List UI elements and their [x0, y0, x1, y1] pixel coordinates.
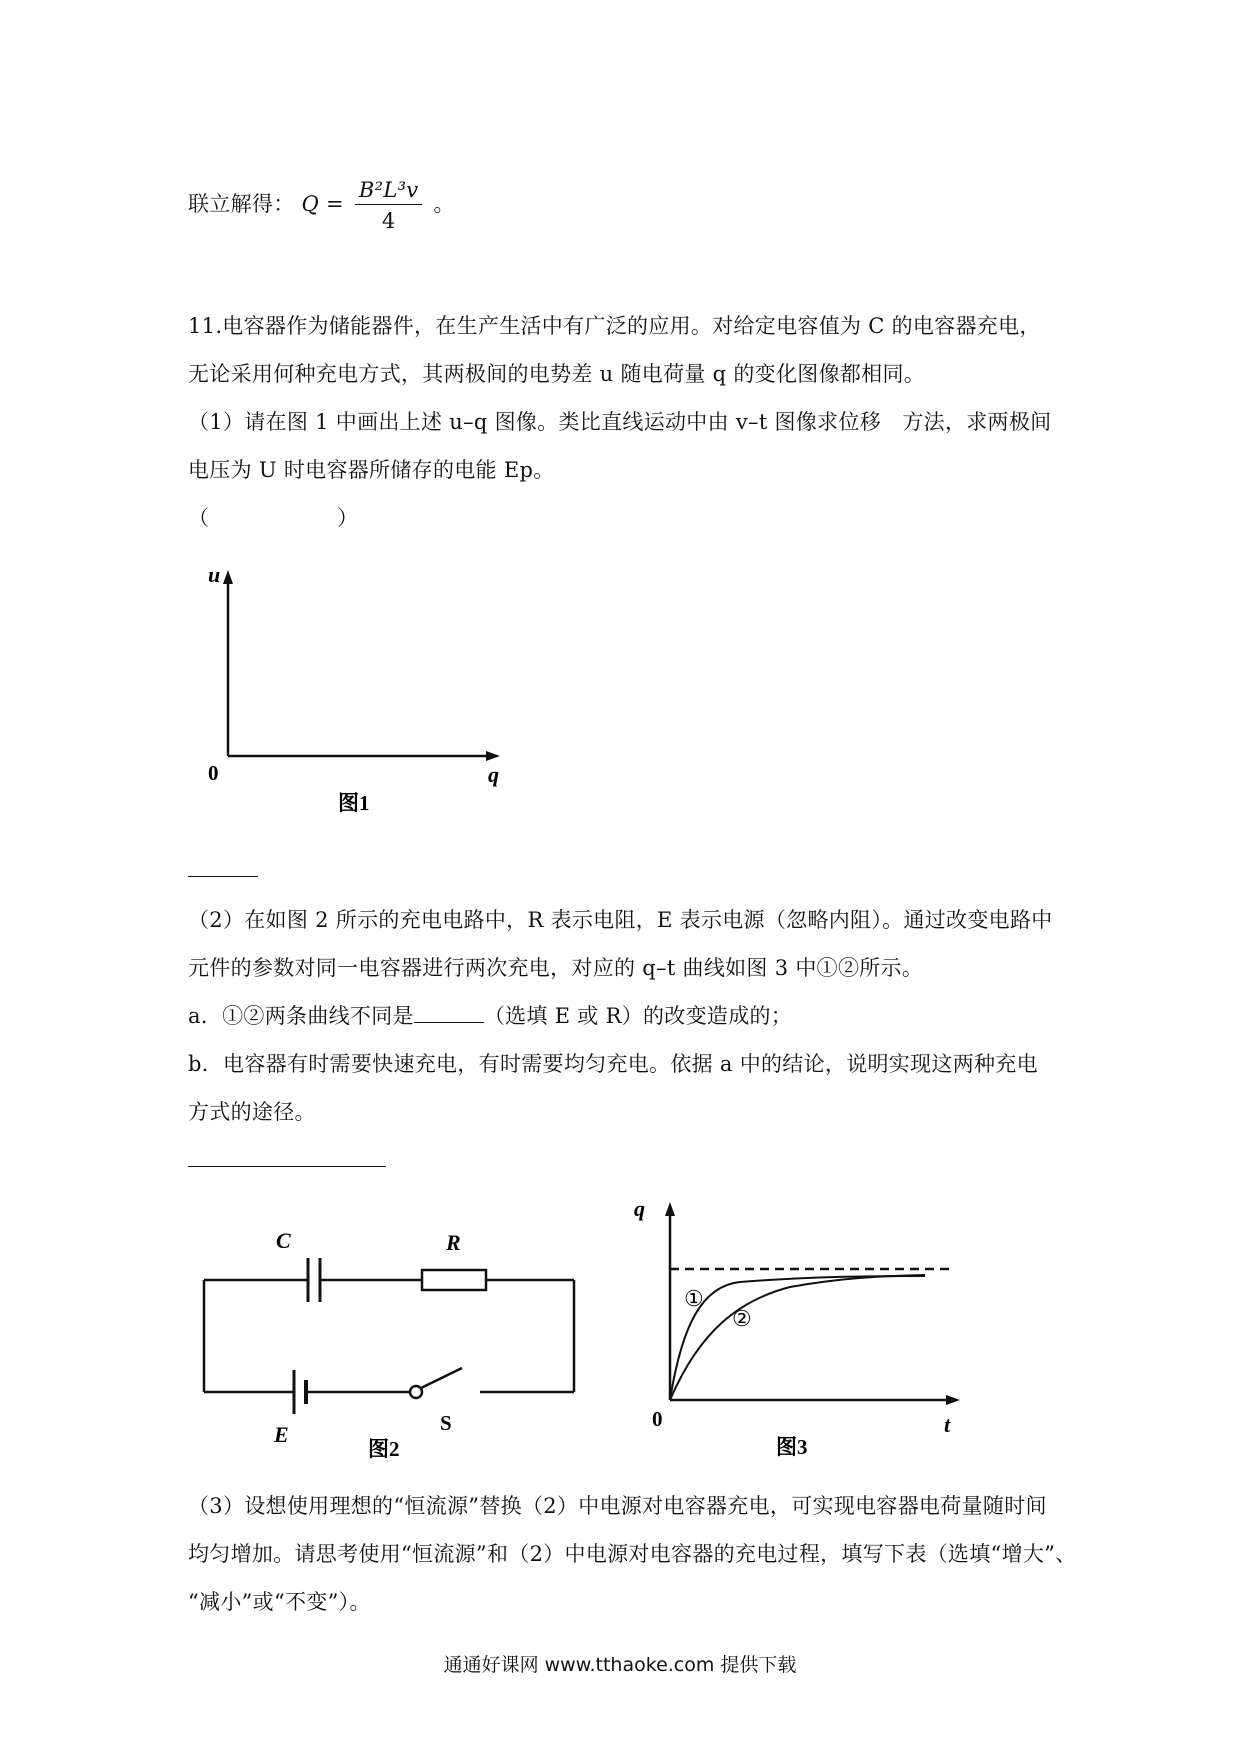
fig3-x-arrow	[946, 1395, 960, 1405]
q11-part2-line-2: 元件的参数对同一电容器进行两次充电，对应的 q–t 曲线如图 3 中①②所示。	[188, 956, 924, 980]
resistor-label: R	[446, 1230, 461, 1255]
q11-part3-line-2: 均匀增加。请思考使用“恒流源”和（2）中电源对电容器的充电过程，填写下表（选填“增大”、	[188, 1542, 1077, 1566]
fraction-numerator: B²L³v	[355, 178, 423, 205]
answer-rule-2	[188, 1166, 386, 1167]
fraction-denominator: 4	[381, 209, 396, 233]
fig1-x-arrow	[486, 751, 500, 761]
fig3-origin: 0	[652, 1407, 663, 1431]
previous-answer	[188, 178, 455, 233]
equals-sign: =	[326, 192, 344, 216]
page-footer: 通通好课网 www.tthaoke.com 提供下载	[443, 1654, 797, 1676]
fig3-y-label: q	[634, 1196, 645, 1221]
curve-1-label: ①	[684, 1286, 704, 1311]
switch-pivot	[410, 1386, 422, 1398]
q11-part2b-line-2: 方式的途径。	[188, 1100, 316, 1124]
fig3-caption: 图3	[776, 1435, 808, 1459]
q11-line-2: 无论采用何种充电方式，其两极间的电势差 u 随电荷量 q 的变化图像都相同。	[188, 362, 926, 386]
q11-part1-line-2: 电压为 U 时电容器所储存的电能 Ep。	[188, 458, 555, 482]
fig2-caption: 图2	[368, 1437, 400, 1461]
fig3-y-arrow	[665, 1202, 675, 1216]
fig1-y-label: u	[208, 562, 221, 587]
answer-end: 。	[433, 192, 455, 216]
fig1-y-arrow	[223, 570, 233, 584]
part2a-prefix: a．①②两条曲线不同是	[188, 1004, 414, 1028]
fig3-x-label: t	[944, 1412, 951, 1437]
switch-label: S	[440, 1411, 452, 1435]
q11-part1-line-1: （1）请在图 1 中画出上述 u–q 图像。类比直线运动中由 v–t 图像求位移 方法，求两极间	[188, 410, 1052, 434]
q11-part2-line-1: （2）在如图 2 所示的充电电路中，R 表示电阻，E 表示电源（忽略内阻）。通过改变电路中	[188, 908, 1053, 932]
answer-parentheses: （ ）	[188, 506, 359, 530]
fig1-origin: 0	[208, 761, 219, 785]
figure-1	[190, 560, 520, 820]
q11-part2a	[188, 1000, 792, 1030]
figure-3-chart	[620, 1190, 980, 1480]
fig1-x-label: q	[488, 762, 499, 787]
fill-blank	[414, 1004, 484, 1023]
answer-rule-1	[188, 876, 258, 877]
curve-2	[670, 1275, 925, 1400]
q11-part3-line-1: （3）设想使用理想的“恒流源”替换（2）中电源对电容器充电，可实现电容器电荷量随时间	[188, 1494, 1047, 1518]
answer-variable: Q	[301, 192, 320, 216]
q11-part2b-line-1: b．电容器有时需要快速充电，有时需要均匀充电。依据 a 中的结论，说明实现这两种充电	[188, 1052, 1038, 1076]
resistor	[422, 1270, 486, 1290]
capacitor-label: C	[276, 1228, 291, 1253]
switch-lever	[421, 1368, 462, 1388]
figure-2-circuit	[190, 1220, 590, 1470]
q11-line-1: 11.电容器作为储能器件，在生产生活中有广泛的应用。对给定电容值为 C 的电容器充电，	[188, 314, 1041, 338]
part2a-suffix: （选填 E 或 R）的改变造成的；	[483, 1004, 793, 1028]
answer-fraction	[355, 178, 423, 233]
answer-prefix: 联立解得：	[188, 192, 295, 216]
battery-label: E	[274, 1422, 289, 1447]
curve-2-label: ②	[732, 1306, 752, 1331]
fig1-caption: 图1	[338, 791, 370, 815]
q11-part3-line-3: “减小”或“不变”）。	[188, 1590, 371, 1614]
